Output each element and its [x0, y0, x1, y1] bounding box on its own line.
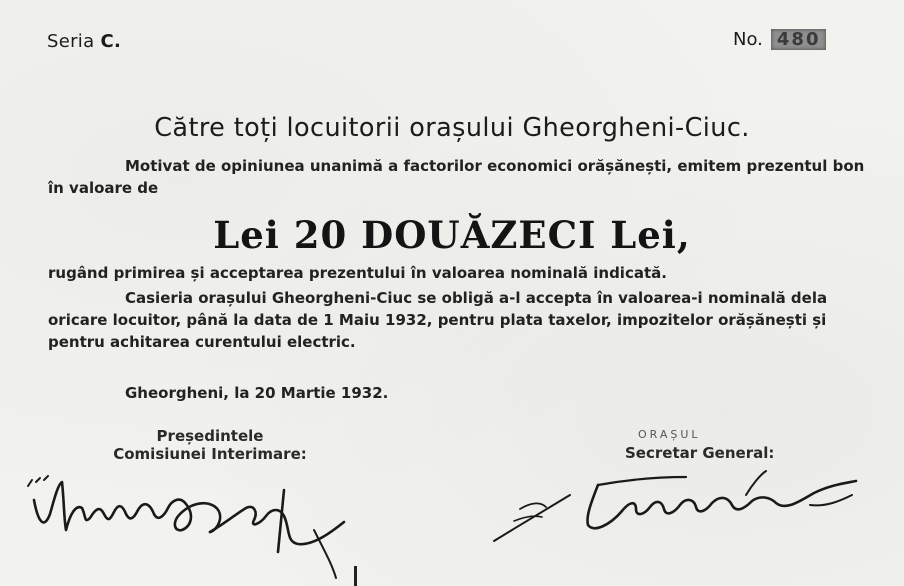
seal-stamp-text: ORAȘUL	[638, 428, 701, 441]
voucher-amount: Lei 20 DOUĂZECI Lei,	[213, 213, 691, 257]
secretary-title: Secretar General:	[625, 444, 775, 462]
bottom-stroke-mark	[354, 566, 357, 586]
president-title	[110, 427, 310, 463]
number-label: No.	[733, 29, 763, 50]
series-label	[47, 31, 121, 52]
request-paragraph: rugând primirea și acceptarea prezentului în valoarea nominală indicată.	[48, 264, 667, 282]
secretary-signature	[490, 455, 870, 555]
intro-paragraph: Motivat de opiniunea unanimă a factorilor economici orășănești, emitem prezentul bon în valoare de	[48, 157, 865, 197]
series-letter: C.	[100, 31, 122, 52]
president-title-line2: Comisiunei Interimare:	[113, 445, 307, 463]
serial-number	[733, 29, 826, 50]
president-title-line1: Președintele	[156, 427, 264, 445]
series-label-text: Seria	[47, 31, 95, 52]
document-heading: Către toți locuitorii orașului Gheorgheni-Ciuc.	[154, 113, 750, 143]
president-signature	[14, 460, 374, 586]
number-value: 480	[771, 29, 827, 50]
obligation-paragraph: Casieria orașului Gheorgheni-Ciuc se obligă a-l accepta în valoarea-i nominală dela oricare locuitor, până la data de 1 Maiu 1932, pentru plata taxelor, impozitelor orășănești și pentru achitarea curentului electric.	[48, 289, 828, 351]
place-date: Gheorgheni, la 20 Martie 1932.	[125, 384, 389, 402]
